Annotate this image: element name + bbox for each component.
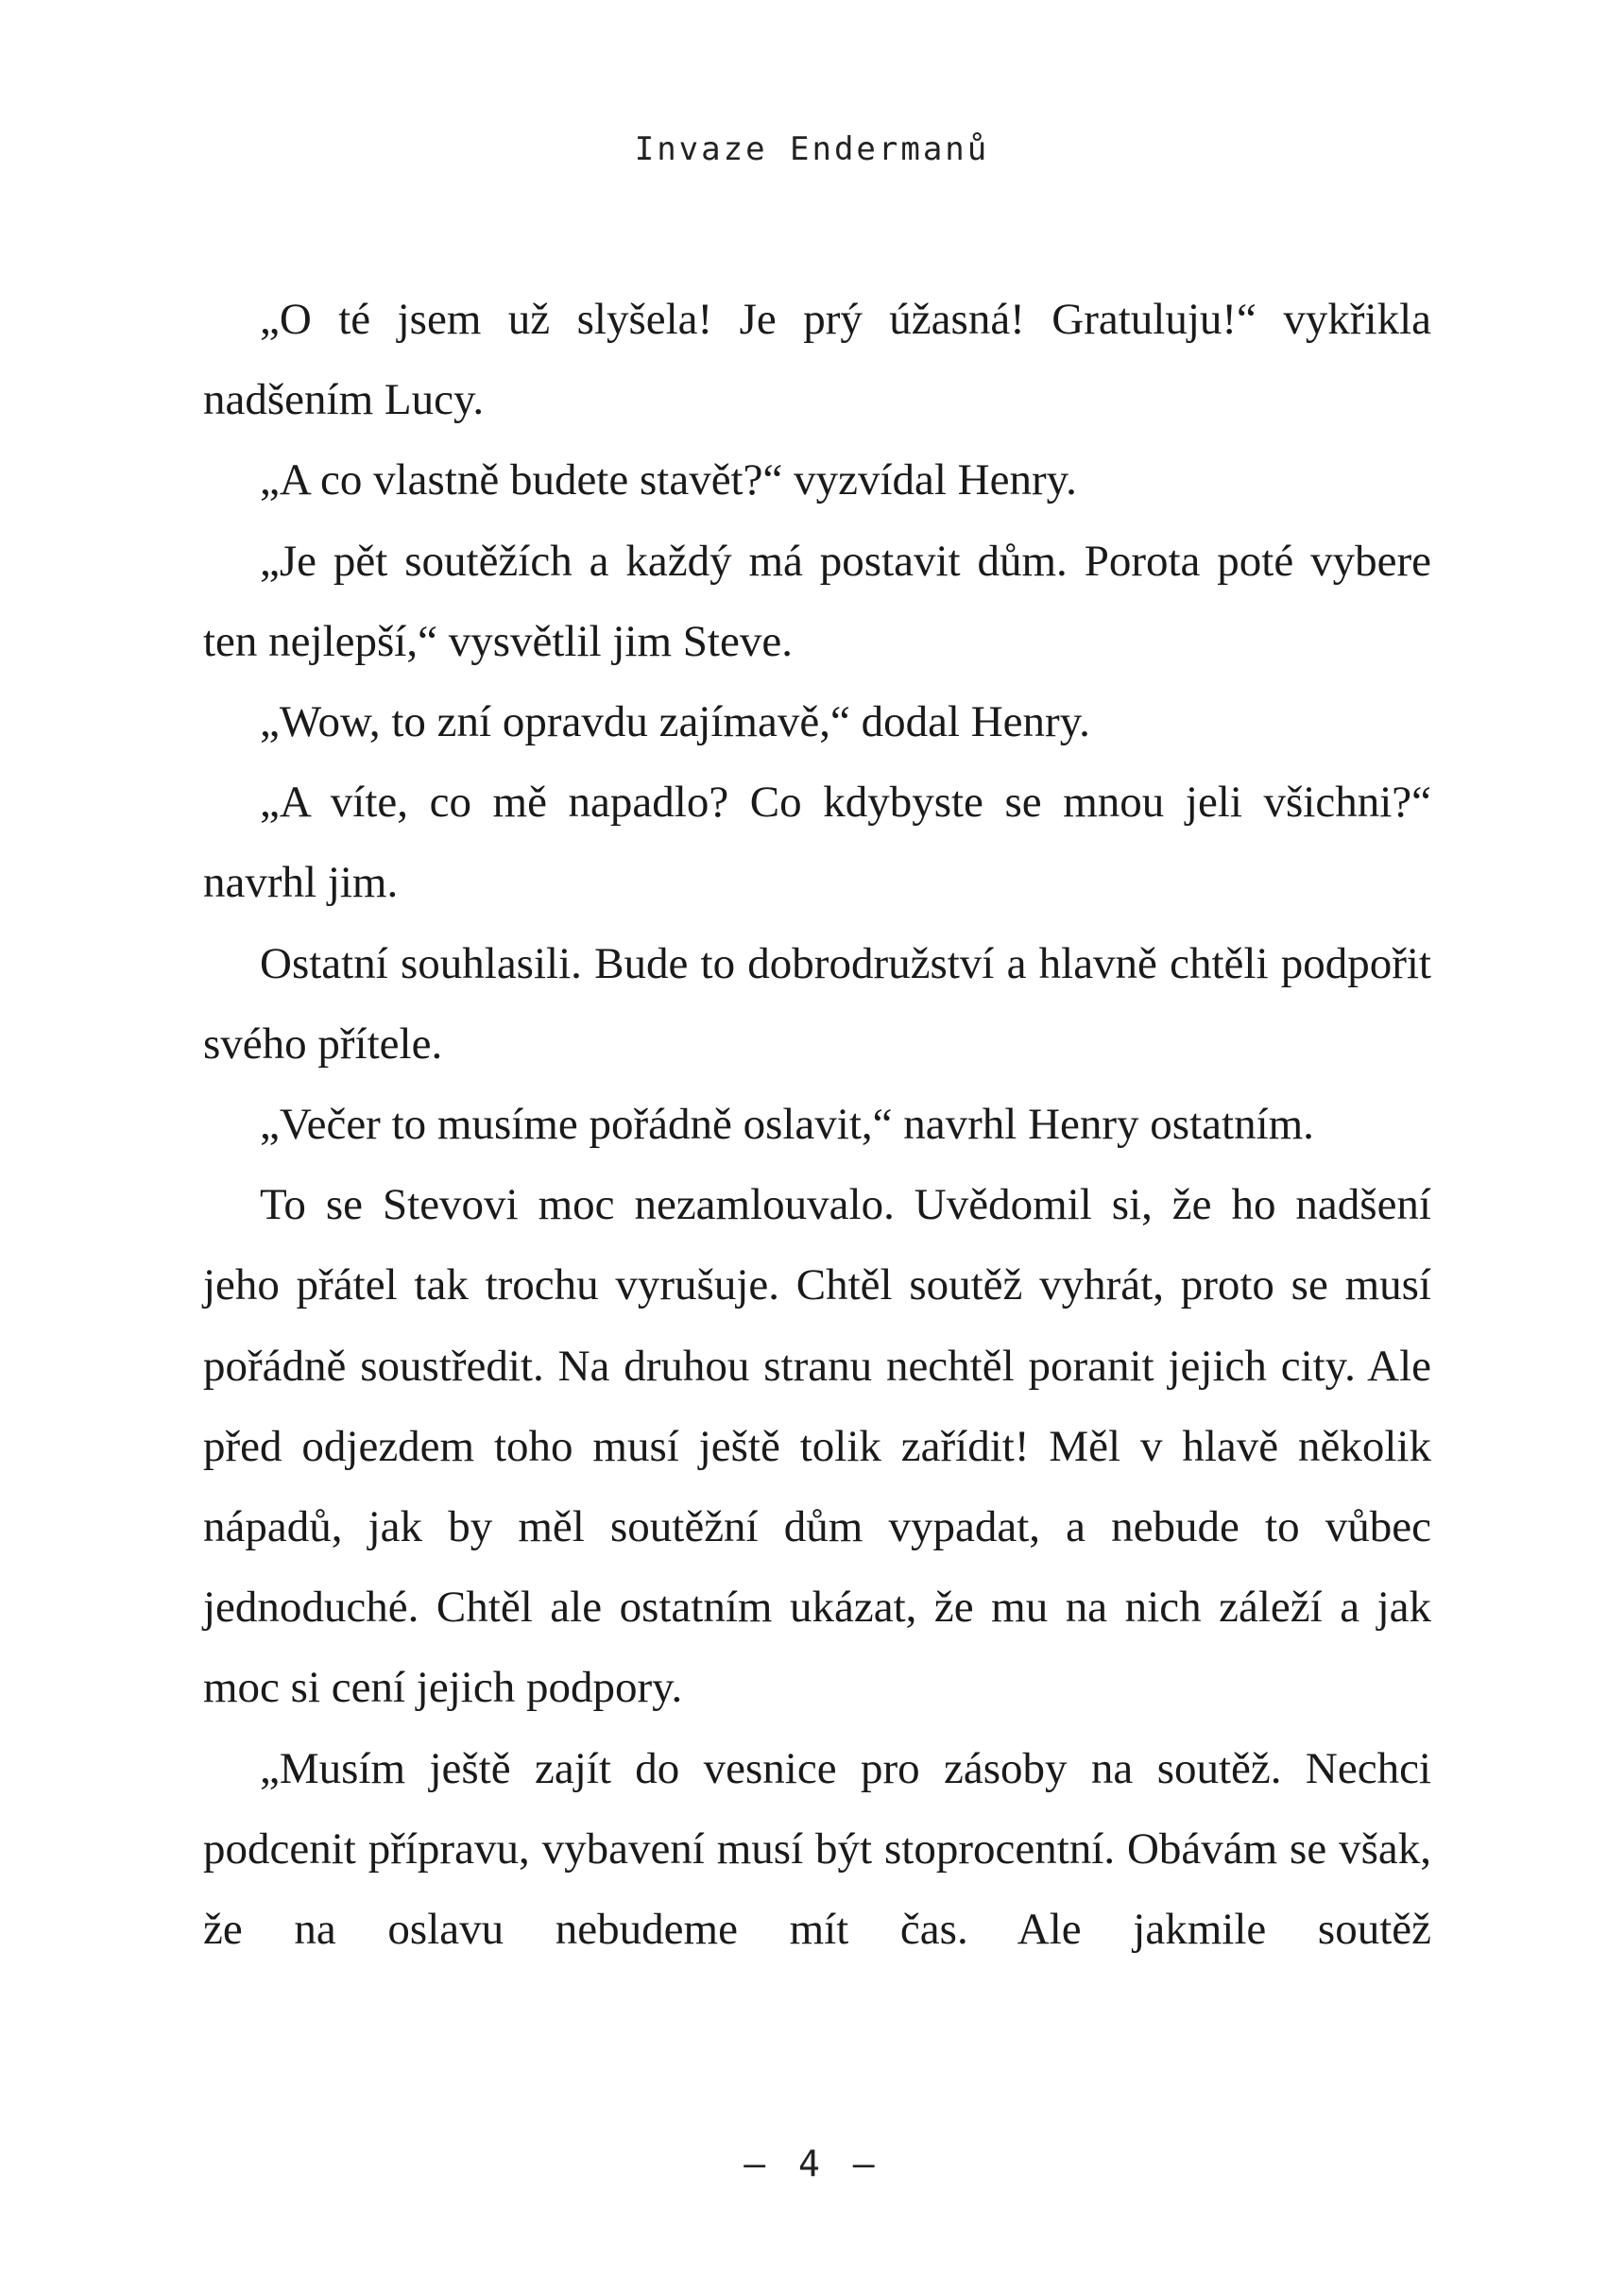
paragraph: „Musím ještě zajít do vesnice pro zásoby na soutěž. Nechci podcenit přípravu, vybavení musí být stoprocentní. Obávám se však, že na oslavu nebudeme mít čas. Ale jakmile soutěž [203, 1743, 1431, 1955]
paragraph: „A co vlastně budete stavět?“ vyzvídal Henry. [260, 455, 1077, 505]
paragraph: „Je pět soutěžích a každý má postavit dům. Porota poté vybere ten nejlepší,“ vysvětlil jim Steve. [203, 536, 1431, 666]
running-header: Invaze Endermanů [634, 130, 990, 168]
body-text [203, 280, 1431, 1970]
paragraph: „Večer to musíme pořádně oslavit,“ navrhl Henry ostatním. [260, 1100, 1314, 1150]
paragraph: „Wow, to zní opravdu zajímavě,“ dodal Henry. [260, 697, 1090, 747]
page-number: – 4 – [744, 2143, 880, 2184]
paragraph: To se Stevovi moc nezamlouvalo. Uvědomil si, že ho nadšení jeho přátel tak trochu vyrušuje. Chtěl soutěž vyhrát, proto se musí pořádně soustředit. Na druhou stranu nechtěl poranit jejich city. Ale před odjezdem toho musí ještě tolik zařídit! Měl v hlavě několik nápadů, jak by měl soutěžní dům vypadat, a nebude to vůbec jednoduché. Chtěl ale ostatním ukázat, že mu na nich záleží a jak moc si cení jejich podpory. [203, 1180, 1431, 1713]
paragraph: „O té jsem už slyšela! Je prý úžasná! Gratuluju!“ vykřikla nadšením Lucy. [203, 295, 1431, 425]
paragraph: Ostatní souhlasili. Bude to dobrodružství a hlavně chtěli podpořit svého přítele. [203, 938, 1431, 1069]
paragraph: „A víte, co mě napadlo? Co kdybyste se mnou jeli všichni?“ navrhl jim. [203, 778, 1431, 908]
